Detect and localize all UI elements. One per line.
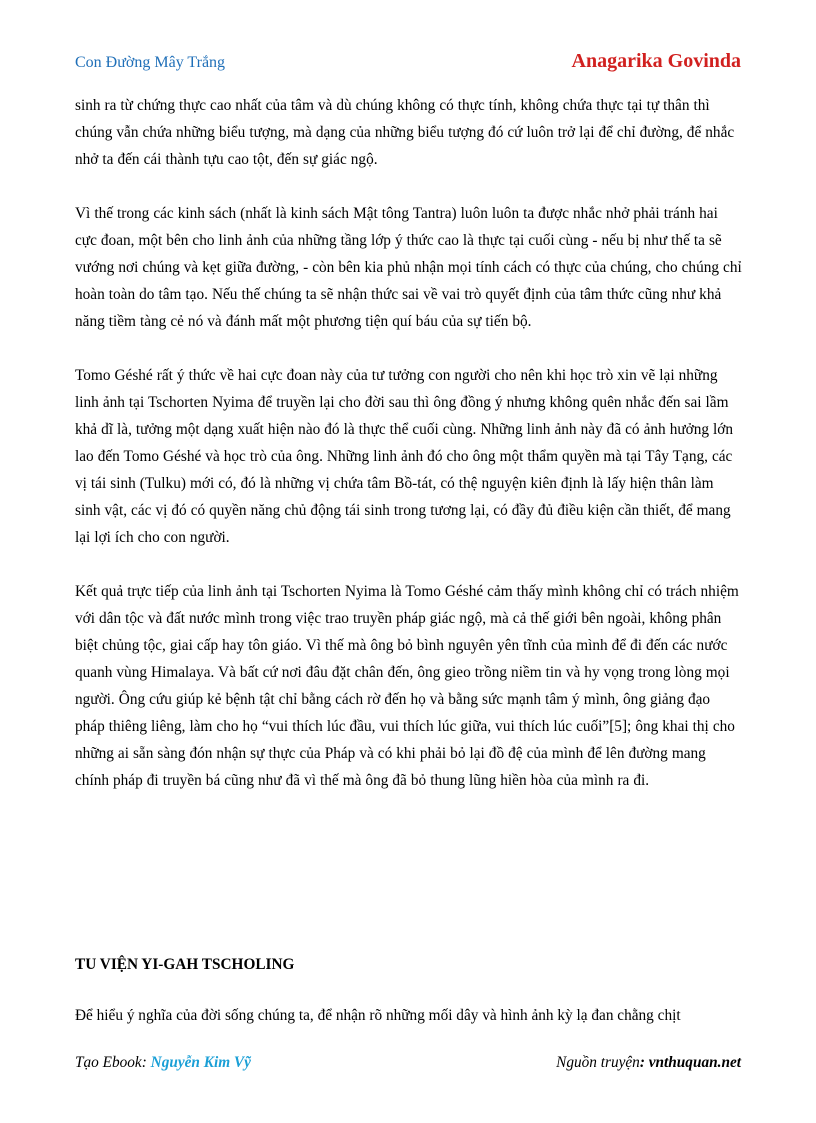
book-title: Con Đường Mây Trắng [75, 54, 226, 71]
source-label: Nguồn truyện [556, 1054, 640, 1071]
footer-source-credit [556, 1054, 741, 1072]
footer-ebook-credit [75, 1054, 251, 1072]
ebook-creator-name: Nguyễn Kim Vỹ [150, 1054, 251, 1071]
page-header [75, 50, 741, 76]
ebook-label: Tạo Ebook [75, 1054, 142, 1071]
source-site-name: vnthuquan.net [648, 1054, 741, 1071]
section-heading: TU VIỆN YI-GAH TSCHOLING [75, 956, 295, 973]
body-text [75, 92, 743, 821]
page-footer [75, 1054, 741, 1078]
paragraph-2: Vì thế trong các kinh sách (nhất là kinh sách Mật tông Tantra) luôn luôn ta được nhắc nhở phải tránh hai cực đoan, một bên cho linh ảnh của những tầng lớp ý thức cao là thực tại cuối cùng - nếu bị như thế ta sẽ vướng nơi chúng và kẹt giữa đường, - còn bên kia phủ nhận mọi tính cách có thực của chúng, cho chúng chỉ hoàn toàn do tâm tạo. Nếu thế chúng ta sẽ nhận thức sai về vai trò quyết định của tâm thức cũng như khả năng tiềm tàng cẻ nó và đánh mất một phương tiện quí báu của sự tiến bộ. [75, 205, 742, 330]
paragraph-5: Để hiểu ý nghĩa của đời sống chúng ta, để nhận rõ những mối dây và hình ảnh kỳ lạ đan chằng chịt [75, 1007, 681, 1024]
source-separator: : [639, 1054, 649, 1071]
author-name: Anagarika Govinda [571, 50, 741, 72]
paragraph-1: sinh ra từ chứng thực cao nhất của tâm và dù chúng không có thực tính, không chứa thực tại tự thân thì chúng vẫn chứa những biểu tượng, mà dạng của những biểu tượng đó cứ luôn trở lại để chỉ đường, để nhắc nhở ta đến cái thành tựu cao tột, đến sự giác ngộ. [75, 97, 735, 168]
paragraph-4: Kết quả trực tiếp của linh ảnh tại Tschorten Nyima là Tomo Géshé cảm thấy mình không chỉ có trách nhiệm với dân tộc và đất nước mình trong việc trao truyền pháp giác ngộ, mà cả thế giới bên ngoài, không phân biệt chủng tộc, giai cấp hay tôn giáo. Vì thế mà ông bỏ bình nguyên yên tĩnh của mình để đi đến các nước quanh vùng Himalaya. Và bất cứ nơi đâu đặt chân đến, ông gieo trồng niềm tin và hy vọng trong lòng mọi người. Ông cứu giúp kẻ bệnh tật chỉ bằng cách rờ đến họ và bằng sức mạnh tâm ý mình, ông giảng đạo pháp thiêng liêng, làm cho họ “vui thích lúc đầu, vui thích lúc giữa, vui thích lúc cuối”[5]; ông khai thị cho những ai sẵn sàng đón nhận sự thực của Pháp và có khi phải bỏ lại đồ đệ của mình để lên đường mang chính pháp đi truyền bá cũng như đã vì thế mà ông đã bỏ thung lũng hiền hòa của mình ra đi. [75, 583, 739, 789]
paragraph-3: Tomo Géshé rất ý thức về hai cực đoan này của tư tưởng con người cho nên khi học trò xin vẽ lại những linh ảnh tại Tschorten Nyima để truyền lại cho đời sau thì ông đồng ý nhưng không quên nhắc đến sai lầm khả dĩ là, tưởng một dạng xuất hiện nào đó là thực thể cuối cùng. Những linh ảnh này đã có ảnh hưởng lớn lao đến Tomo Géshé và học trò của ông. Những linh ảnh đó cho ông một thẩm quyền mà tại Tây Tạng, các vị tái sinh (Tulku) mới có, đó là những vị chứa tâm Bồ-tát, có thệ nguyện kiên định là lấy hiện thân làm sinh vật, các vị đó có quyền năng chủ động tái sinh trong tương lại, có đầy đủ điều kiện cần thiết, để mang lại lợi ích cho con người. [75, 367, 734, 546]
ebook-separator: : [141, 1054, 151, 1071]
